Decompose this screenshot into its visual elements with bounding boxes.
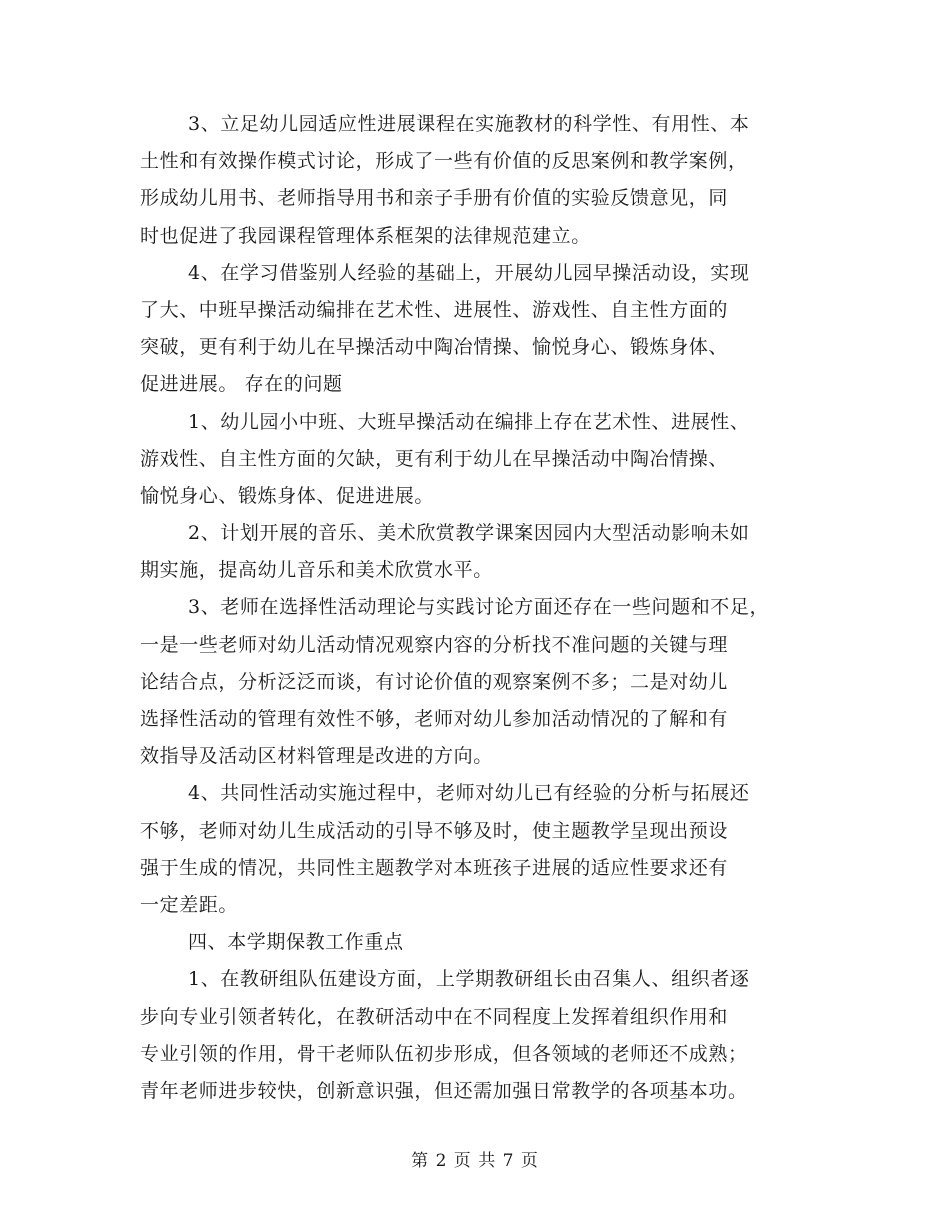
text-line: 专业引领的作用，骨干老师队伍初步形成，但各领域的老师还不成熟； [140, 1042, 748, 1065]
text-line: 形成幼儿用书、老师指导用书和亲子手册有价值的实验反馈意见，同 [140, 187, 729, 210]
text-line: 愉悦身心、锻炼身体、促进进展。 [140, 484, 435, 507]
text-line: 青年老师进步较快，创新意识强，但还需加强日常教学的各项基本功。 [140, 1079, 748, 1102]
document-body [140, 106, 820, 1110]
text-line: 四、本学期保教工作重点 [188, 931, 404, 954]
text-line: 不够，老师对幼儿生成活动的引导不够及时，使主题教学呈现出预设 [140, 819, 729, 842]
text-line: 3、老师在选择性活动理论与实践讨论方面还存在一些问题和不足， [188, 596, 770, 619]
text-line: 1、在教研组队伍建设方面，上学期教研组长由召集人、组织者逐 [188, 968, 750, 991]
text-line: 突破，更有利于幼儿在早操活动中陶冶情操、愉悦身心、锻炼身体、 [140, 336, 729, 359]
page-footer: 第 2 页 共 7 页 [411, 1151, 539, 1171]
text-line: 期实施，提高幼儿音乐和美术欣赏水平。 [140, 559, 493, 582]
text-line: 土性和有效操作模式讨论，形成了一些有价值的反思案例和教学案例， [140, 150, 748, 173]
text-line: 效指导及活动区材料管理是改进的方向。 [140, 745, 493, 768]
text-line: 了大、中班早操活动编排在艺术性、进展性、游戏性、自主性方面的 [140, 298, 729, 321]
text-line: 时也促进了我园课程管理体系框架的法律规范建立。 [140, 224, 591, 247]
text-line: 选择性活动的管理有效性不够，老师对幼儿参加活动情况的了解和有 [140, 708, 729, 730]
text-line: 2、计划开展的音乐、美术欣赏教学课案因园内大型活动影响未如 [188, 522, 750, 545]
text-line: 4、在学习借鉴别人经验的基础上，开展幼儿园早操活动设，实现 [188, 261, 750, 284]
text-line: 强于生成的情况，共同性主题教学对本班孩子进展的适应性要求还有 [140, 856, 729, 879]
text-line: 1、幼儿园小中班、大班早操活动在编排上存在艺术性、进展性、 [188, 410, 750, 433]
text-line: 游戏性、自主性方面的欠缺，更有利于幼儿在早操活动中陶冶情操、 [140, 447, 729, 470]
text-line: 促进进展。 存在的问题 [140, 373, 343, 396]
text-line: 步向专业引领者转化，在教研活动中在不同程度上发挥着组织作用和 [140, 1005, 729, 1028]
text-line: 4、共同性活动实施过程中，老师对幼儿已有经验的分析与拓展还 [188, 782, 750, 805]
text-line: 一是一些老师对幼儿活动情况观察内容的分析找不准问题的关键与理 [140, 633, 729, 656]
text-line: 论结合点，分析泛泛而谈，有讨论价值的观察案例不多；二是对幼儿 [140, 670, 729, 693]
text-line: 一定差距。 [140, 893, 239, 916]
text-line: 3、立足幼儿园适应性进展课程在实施教材的科学性、有用性、本 [188, 113, 750, 135]
